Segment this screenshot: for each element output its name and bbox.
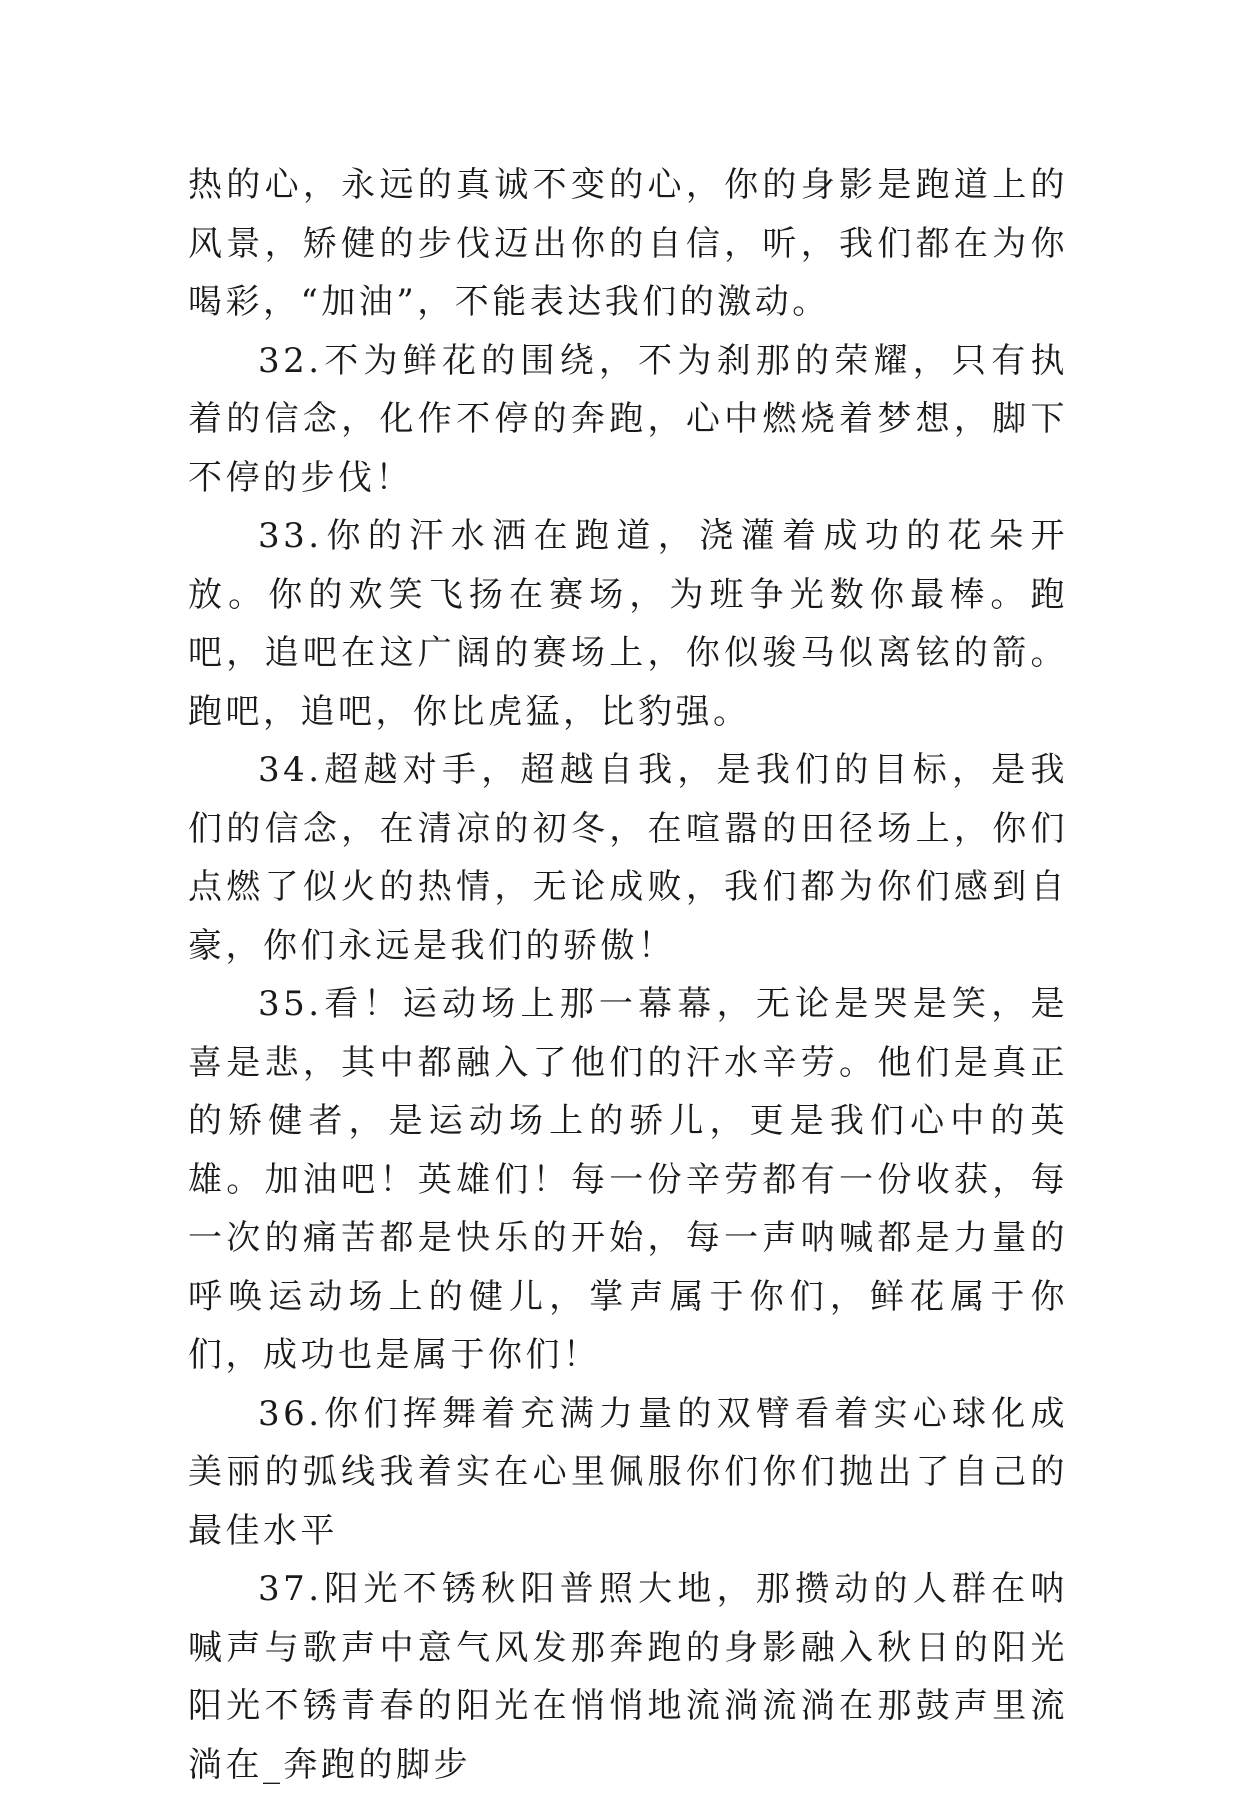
paragraph-37: 37.阳光不锈秋阳普照大地，那攒动的人群在呐喊声与歌声中意气风发那奔跑的身影融入秋日的阳光阳光不锈青春的阳光在悄悄地流淌流淌在那鼓声里流淌在_奔跑的脚步 bbox=[188, 1569, 1068, 1785]
paragraph-36: 36.你们挥舞着充满力量的双臂看着实心球化成美丽的弧线我着实在心里佩服你们你们抛出了自己的最佳水平 bbox=[188, 1393, 1068, 1551]
document-body bbox=[188, 156, 1068, 1794]
paragraph-34: 34.超越对手，超越自我，是我们的目标，是我们的信念，在清凉的初冬，在喧嚣的田径场上，你们点燃了似火的热情，无论成败，我们都为你们感到自豪，你们永远是我们的骄傲！ bbox=[188, 750, 1068, 966]
paragraph-33: 33.你的汗水洒在跑道，浇灌着成功的花朵开放。你的欢笑飞扬在赛场，为班争光数你最棒。跑吧，追吧在这广阔的赛场上，你似骏马似离铉的箭。跑吧，追吧，你比虎猛，比豹强。 bbox=[188, 516, 1068, 732]
paragraph-continued: 热的心，永远的真诚不变的心，你的身影是跑道上的风景，矫健的步伐迈出你的自信，听，我们都在为你喝彩，“加油”，不能表达我们的激动。 bbox=[188, 165, 1068, 322]
paragraph-32: 32.不为鲜花的围绕，不为刹那的荣耀，只有执着的信念，化作不停的奔跑，心中燃烧着梦想，脚下不停的步伐！ bbox=[188, 340, 1068, 498]
paragraph-35: 35.看！运动场上那一幕幕，无论是哭是笑，是喜是悲，其中都融入了他们的汗水辛劳。他们是真正的矫健者，是运动场上的骄儿，更是我们心中的英雄。加油吧！英雄们！每一份辛劳都有一份收获，每一次的痛苦都是快乐的开始，每一声呐喊都是力量的呼唤运动场上的健儿，掌声属于你们，鲜花属于你们，成功也是属于你们！ bbox=[188, 984, 1068, 1375]
